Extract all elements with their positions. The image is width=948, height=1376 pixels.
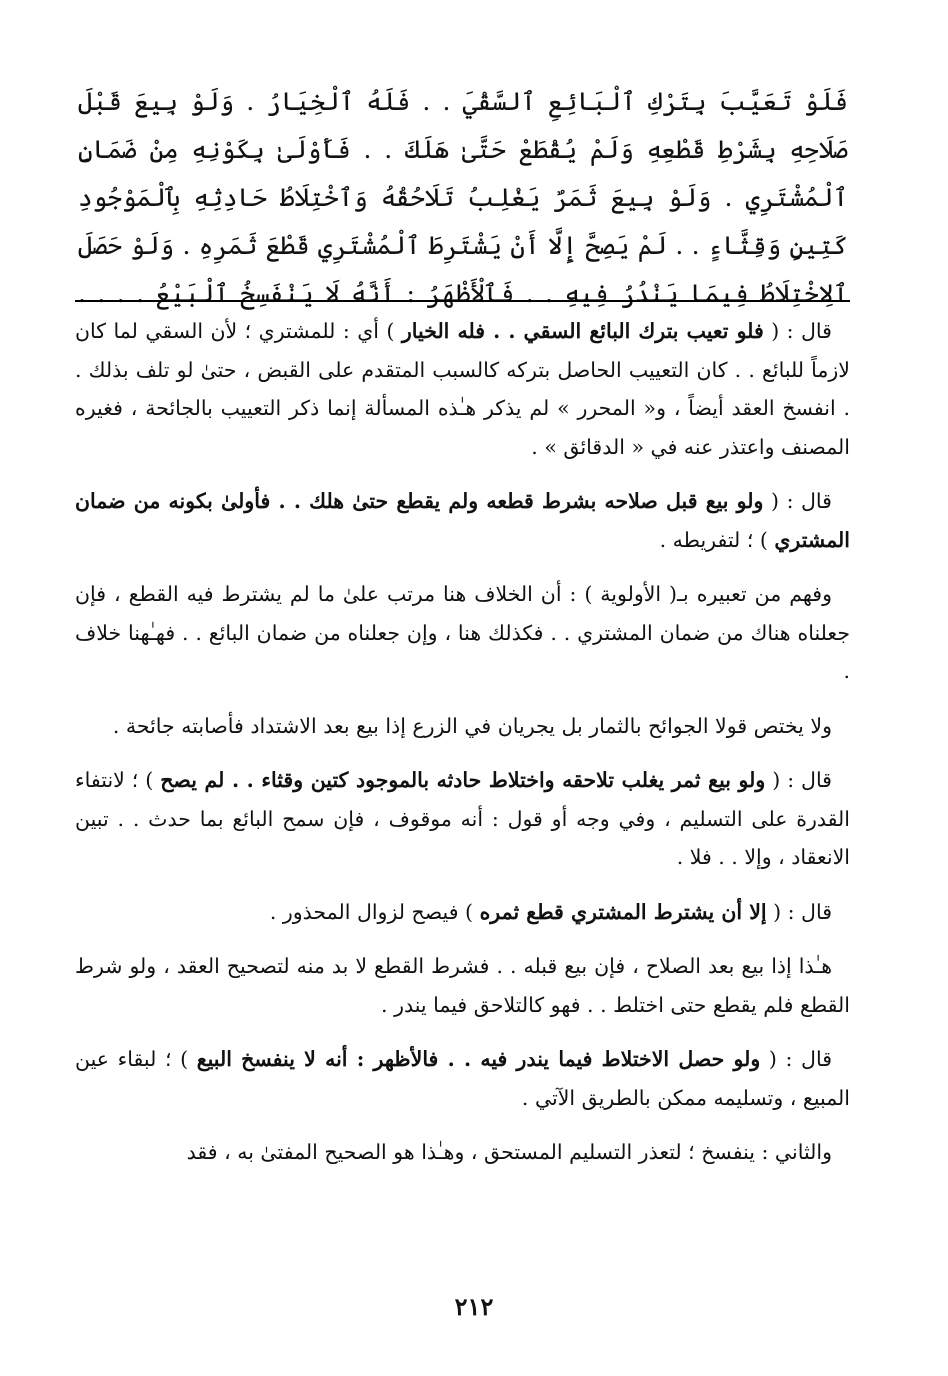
commentary-paragraph xyxy=(75,893,850,932)
paragraph-text: ) ؛ لانتفاء القدرة على التسليم ، وفي وجه أو قول : أنه موقوف ، فإن سمح البائع بما حدث . . تبين الانعقاد ، وإلا . . فلا . xyxy=(75,768,850,869)
paragraph-lead: قال : ( xyxy=(766,899,832,924)
commentary-paragraph xyxy=(75,312,850,466)
paragraph-text: ) فيصح لزوال المحذور . xyxy=(269,899,480,924)
page-number: ٢١٢ xyxy=(454,1292,494,1321)
paragraph-text: ) ؛ لبقاء عين المبيع ، وتسليمه ممكن بالطريق الآتي . xyxy=(75,1047,850,1110)
paragraph-text: ولا يختص قولا الجوائح بالثمار بل يجريان في الزرع إذا بيع بعد الاشتداد فأصابته جائحة . xyxy=(112,713,832,738)
paragraph-text: ) ؛ لتفريطه . xyxy=(659,527,775,552)
quoted-matn: ولو حصل الاختلاط فيما يندر فيه . . فالأظهر : أنه لا ينفسخ البيع xyxy=(196,1047,761,1071)
commentary-paragraph xyxy=(75,707,850,746)
matn-text-block xyxy=(78,78,848,318)
commentary-block xyxy=(75,312,850,1188)
commentary-paragraph xyxy=(75,482,850,559)
quoted-matn: ولو بيع قبل صلاحه بشرط قطعه ولم يقطع حتىٰ هلك . . فأولىٰ بكونه من ضمان المشتري xyxy=(75,489,850,552)
paragraph-text: هـٰذا إذا بيع بعد الصلاح ، فإن بيع قبله . . فشرط القطع لا بد منه لتصحيح العقد ، ولو شرط القطع فلم يقطع حتى اختلط . . فهو كالتلاحق فيما يندر . xyxy=(75,954,850,1017)
commentary-paragraph xyxy=(75,1133,850,1172)
paragraph-lead: قال : ( xyxy=(763,319,832,343)
footnote-divider xyxy=(75,300,850,302)
quoted-matn: فلو تعيب بترك البائع السقي . . فله الخيار xyxy=(401,319,764,343)
paragraph-text: وفهم من تعبيره بـ( الأولوية ) : أن الخلاف هنا مرتب علىٰ ما لم يشترط فيه القطع ، فإن جعلناه هناك من ضمان المشتري . . فكذلك هنا ، وإن جعلناه من ضمان البائع . . فهـٰهنا خلاف . xyxy=(75,582,850,683)
commentary-paragraph xyxy=(75,761,850,877)
paragraph-text: ) أي : للمشتري ؛ لأن السقي لما كان لازماً للبائع . . كان التعييب الحاصل بتركه كالسبب المتقدم على القبض ، حتىٰ لو تلف بذلك . . انفسخ العقد أيضاً ، و« المحرر » لم يذكر هـٰذه المسألة إنما ذكر التعييب بالجائحة ، فغيره المصنف واعتذر عنه في « الدقائق » . xyxy=(75,319,850,459)
paragraph-text: والثاني : ينفسخ ؛ لتعذر التسليم المستحق ، وهـٰذا هو الصحيح المفتىٰ به ، فقد xyxy=(186,1140,832,1164)
paragraph-lead: قال : ( xyxy=(760,1047,832,1071)
paragraph-lead: قال : ( xyxy=(763,489,832,513)
commentary-paragraph xyxy=(75,1040,850,1117)
commentary-paragraph xyxy=(75,575,850,691)
quoted-matn: إلا أن يشترط المشتري قطع ثمره xyxy=(479,899,767,924)
quoted-matn: ولو بيع ثمر يغلب تلاحقه واختلاط حادثه بالموجود كتين وقثاء . . لم يصح xyxy=(160,768,766,792)
paragraph-lead: قال : ( xyxy=(765,768,832,792)
commentary-paragraph xyxy=(75,947,850,1024)
matn-paragraph: فَلَوْ تَعَيَّبَ بِتَرْكِ ٱلْبَائِعِ ٱلسَّقْيَ . . فَلَهُ ٱلْخِيَارُ . وَلَوْ بِيعَ قَبْلَ صَلَاحِهِ بِشَرْطِ قَطْعِهِ وَلَمْ يُقْطَعْ حَتَّىٰ هَلَكَ . . فَأَوْلَىٰ بِكَوْنِهِ مِنْ ضَمَانِ ٱلْمُشْتَرِي . وَلَوْ بِيعَ ثَمَرٌ يَغْلِبُ تَلَاحُقُهُ وَٱخْتِلَاطُ حَادِثِهِ بِٱلْمَوْجُودِ كَتِينٍ وَقِثَّاءٍ . . لَمْ يَصِحَّ إِلَّا أَنْ يَشْتَرِطَ ٱلْمُشْتَرِي قَطْعَ ثَمَرِهِ . وَلَوْ حَصَلَ ٱلِاخْتِلَاطُ فِيمَا يَنْدُرُ فِيهِ . . فَٱلْأَظْهَرُ : أَنَّهُ لَا يَنْفَسِخُ ٱلْبَيْعُ . . . . xyxy=(78,87,848,308)
